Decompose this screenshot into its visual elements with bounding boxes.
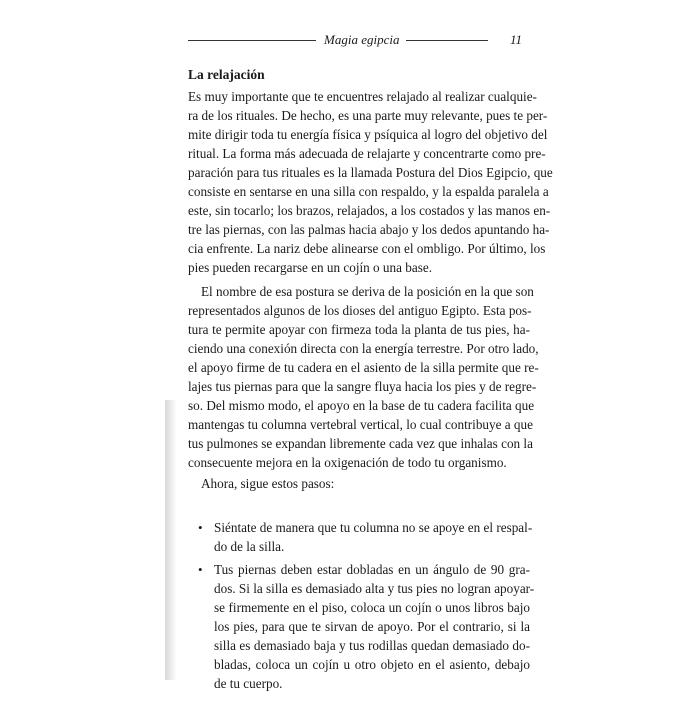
paragraph-2-line: mantengas tu columna vertebral vertical, lo cual contribuye a que: [188, 417, 533, 432]
paragraph-1-line: paración para tus rituales es la llamada Postura del Dios Egipcio, que: [188, 165, 553, 180]
bullet-2-line: los pies, para que te sirvan de apoyo. Por el contrario, si la: [214, 619, 530, 634]
paragraph-1-line: mite dirigir toda tu energía física y psíquica al logro del objetivo del: [188, 127, 548, 142]
paragraph-2-line: El nombre de esa postura se deriva de la posición en la que son: [201, 284, 534, 299]
paragraph-2-line: representados algunos de los dioses del antiguo Egipto. Esta pos-: [188, 303, 532, 318]
paragraph-2-line: ciendo una conexión directa con la energía terrestre. Por otro lado,: [188, 341, 539, 356]
paragraph-2-line: so. Del mismo modo, el apoyo en la base de tu cadera facilita que: [188, 398, 535, 413]
bullet-marker: •: [198, 520, 203, 535]
bullet-2-line: bladas, coloca un cojín u otro objeto en el asiento, debajo: [214, 657, 530, 672]
paragraph-2-line: lajes tus piernas para que la sangre fluya hacia los pies y de regre-: [188, 379, 537, 394]
paragraph-2-line: tus pulmones se expandan libremente cada vez que inhalas con la: [188, 436, 533, 451]
running-title: Magia egipcia: [324, 32, 400, 47]
section-heading: La relajación: [188, 67, 265, 82]
running-header: [188, 30, 538, 52]
paragraph-1-line: cia enfrente. La nariz debe alinearse con el ombligo. Por último, los: [188, 241, 546, 256]
paragraph-2-line: el apoyo firme de tu cadera en el asiento de la silla permite que re-: [188, 360, 539, 375]
paragraph-1-line: Es muy importante que te encuentres relajado al realizar cualquie-: [188, 89, 537, 104]
bullet-1-line: do de la silla.: [214, 539, 285, 554]
bullet-2-line: Tus piernas deben estar dobladas en un ángulo de 90 gra-: [214, 562, 530, 577]
bullet-2-line: de tu cuerpo.: [214, 676, 283, 691]
paragraph-2-line: consecuente mejora en la oxigenación de todo tu organismo.: [188, 455, 507, 470]
bullet-2-line: dos. Si la silla es demasiado alta y tus pies no logran apoyar-: [214, 581, 535, 596]
bullet-1-line: Siéntate de manera que tu columna no se apoye en el respal-: [214, 520, 533, 535]
paragraph-1-line: consiste en sentarse en una silla con respaldo, y la espalda paralela a: [188, 184, 549, 199]
page-edge-shadow: [165, 400, 177, 680]
bullet-marker: •: [198, 562, 203, 577]
header-rule-left: [188, 40, 316, 41]
paragraph-1-line: ritual. La forma más adecuada de relajarte y concentrarte como pre-: [188, 146, 546, 161]
header-rule-right: [406, 40, 488, 41]
paragraph-1-line: pies pueden recargarse en un cojín o una base.: [188, 260, 432, 275]
paragraph-2-line: tura te permite apoyar con firmeza toda la planta de tus pies, ha-: [188, 322, 530, 337]
paragraph-1-line: este, sin tocarlo; los brazos, relajados, a los costados y las manos en-: [188, 203, 551, 218]
paragraph-3-line: Ahora, sigue estos pasos:: [201, 476, 335, 491]
bullet-2-line: silla es demasiado baja y tus rodillas quedan demasiado do-: [214, 638, 530, 653]
paragraph-1-line: ra de los rituales. De hecho, es una parte muy relevante, pues te per-: [188, 108, 548, 123]
paragraph-1-line: tre las piernas, con las palmas hacia abajo y los dedos apuntando ha-: [188, 222, 550, 237]
bullet-2-line: se firmemente en el piso, coloca un cojín o unos libros bajo: [214, 600, 530, 615]
page-number: 11: [510, 32, 523, 47]
